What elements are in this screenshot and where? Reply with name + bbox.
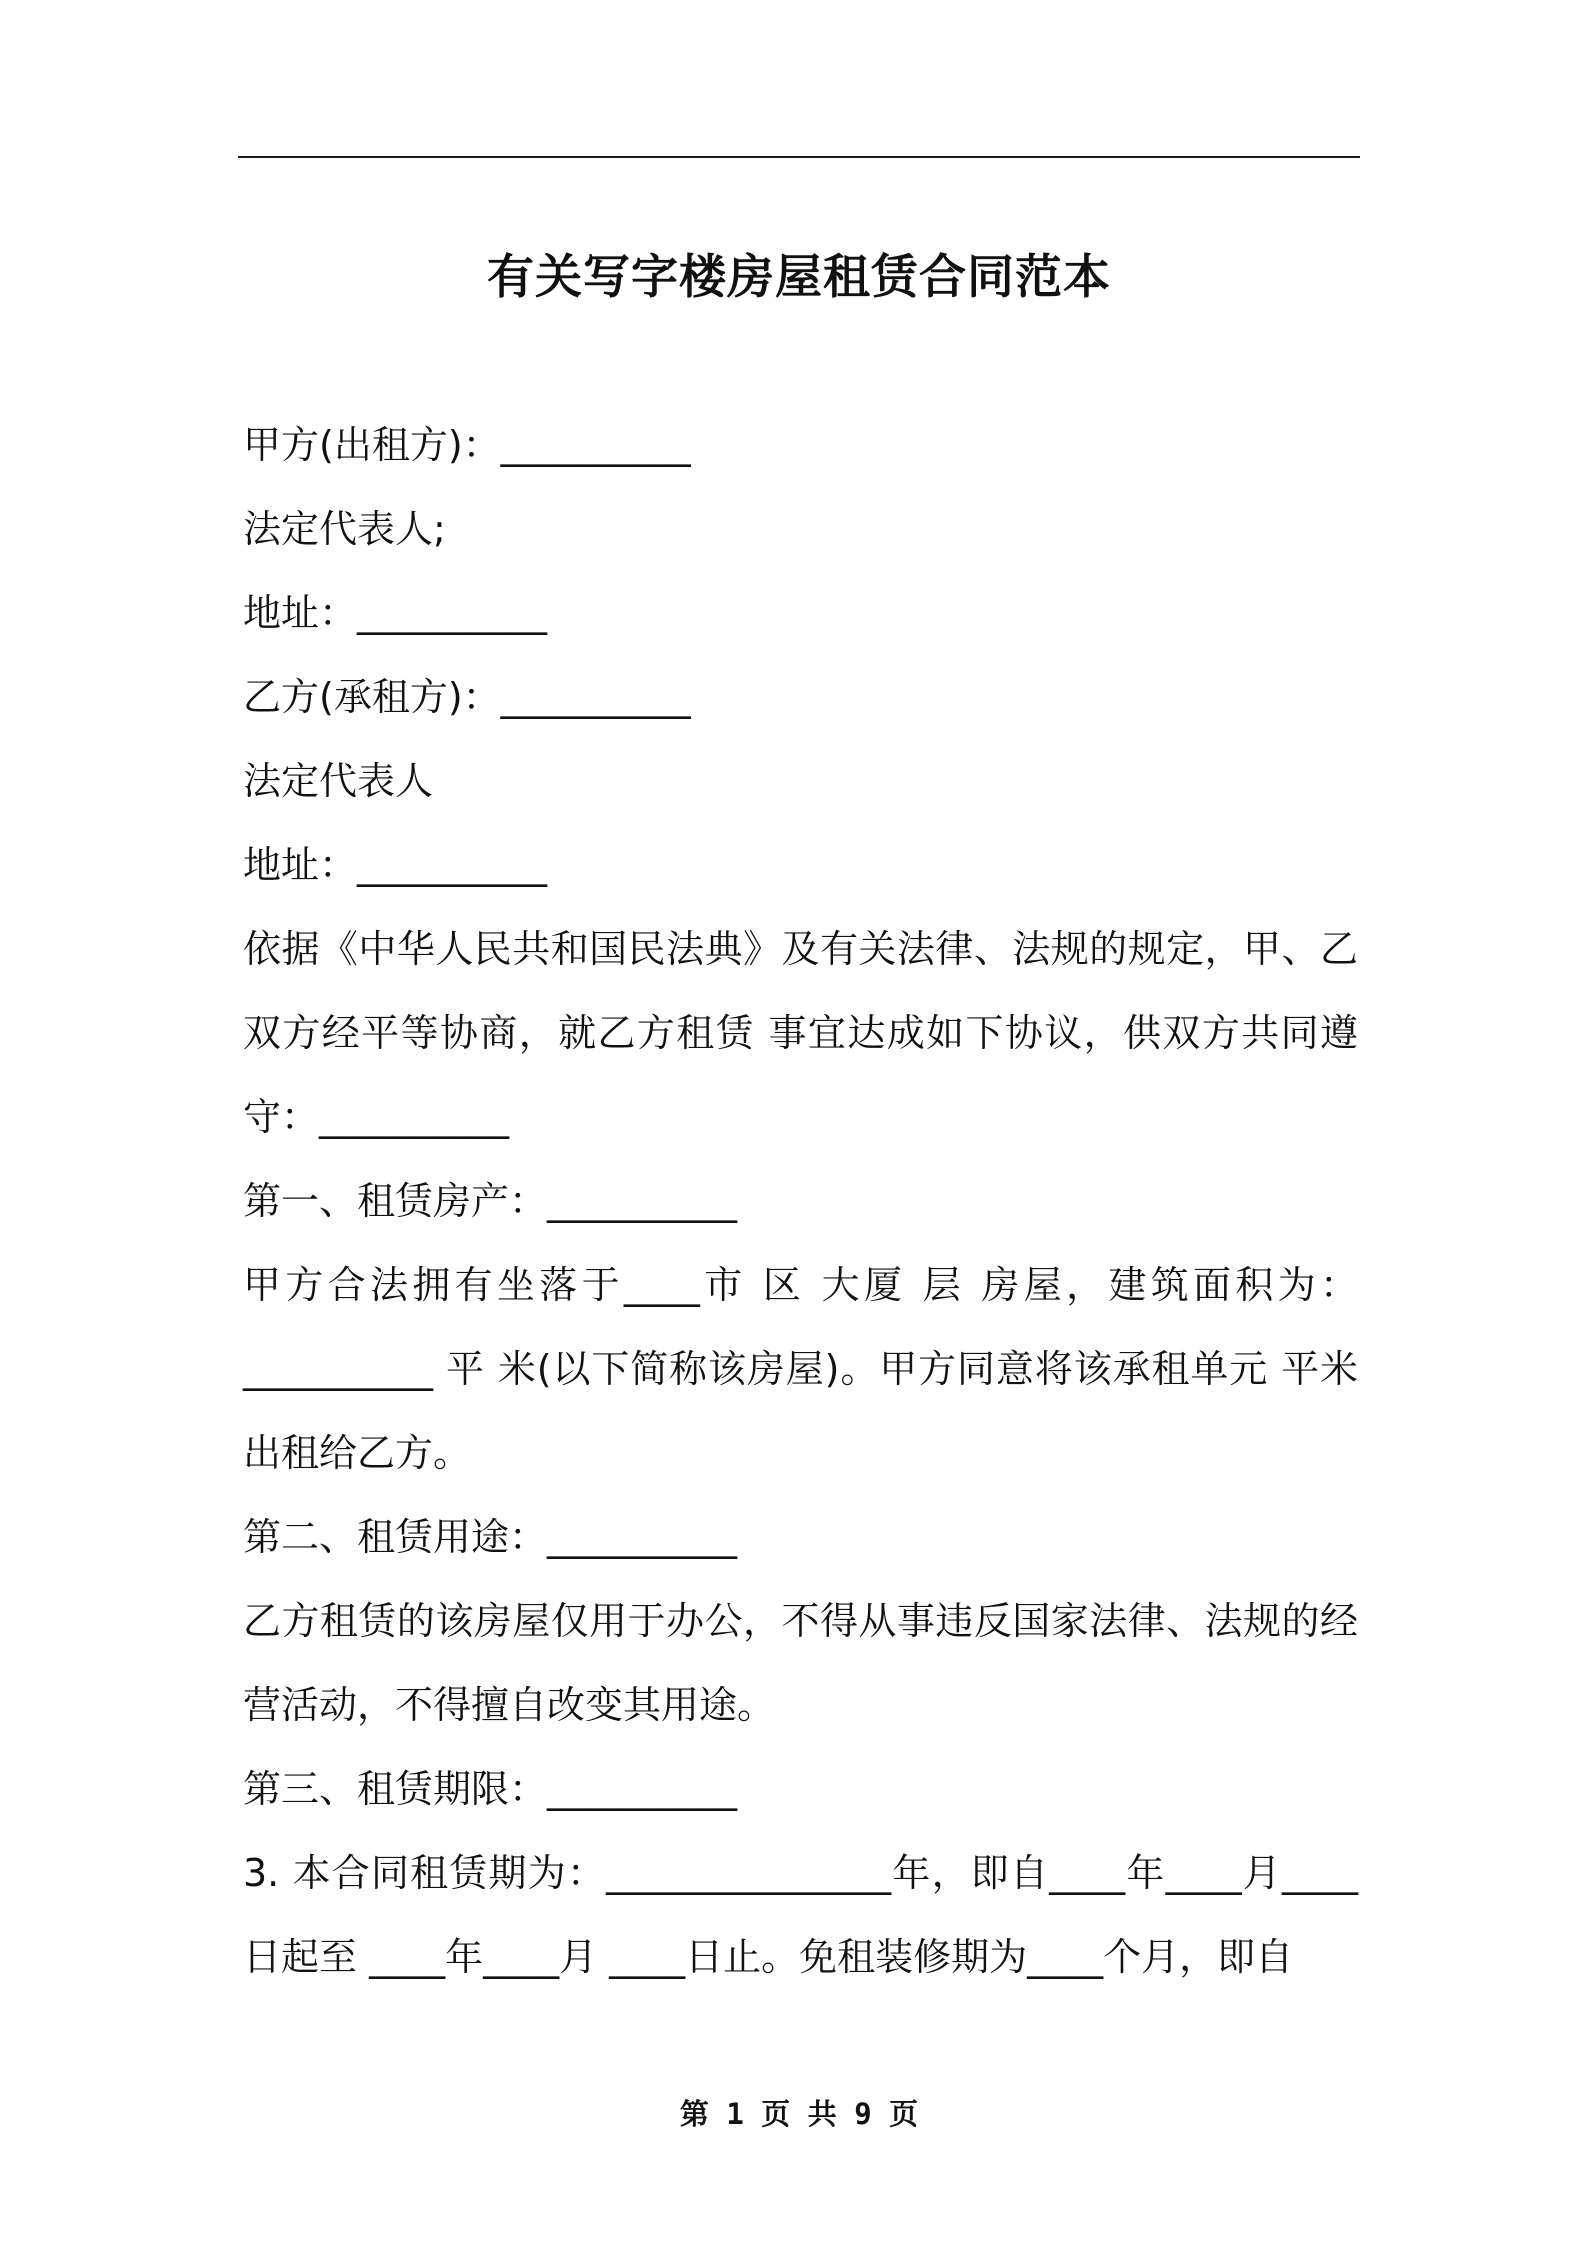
- section-heading-lease-purpose: 第二、租赁用途：__________: [243, 1515, 738, 1559]
- lease-purpose-paragraph: 乙方租赁的该房屋仅用于办公，不得从事违反国家法律、法规的经营活动，不得擅自改变其用途。: [243, 1599, 1358, 1727]
- lessee-party: 乙方(承租方)：__________: [243, 675, 691, 719]
- contract-body: [243, 403, 1358, 1999]
- section-heading-leased-property: 第一、租赁房产：__________: [243, 1179, 738, 1223]
- lessee-address: 地址：__________: [243, 843, 548, 887]
- header-rule: [238, 156, 1360, 158]
- lease-term-paragraph: 3. 本合同租赁期为：_______________年，即自____年____月____日起至 ____年____月 ____日止。免租装修期为____个月，即自: [243, 1851, 1358, 1979]
- document-title: 有关写字楼房屋租赁合同范本: [487, 250, 1111, 306]
- lessee-legal-representative: 法定代表人: [243, 759, 434, 803]
- section-heading-lease-term: 第三、租赁期限：__________: [243, 1767, 738, 1811]
- lessor-party: 甲方(出租方)：__________: [243, 423, 691, 467]
- preamble-paragraph: 依据《中华人民共和国民法典》及有关法律、法规的规定，甲、乙双方经平等协商，就乙方租赁 事宜达成如下协议，供双方共同遵守：__________: [243, 927, 1358, 1139]
- leased-property-paragraph: 甲方合法拥有坐落于____市 区 大厦 层 房屋，建筑面积为：__________ 平 米(以下简称该房屋)。甲方同意将该承租单元 平米出租给乙方。: [243, 1263, 1358, 1475]
- lessor-address: 地址：__________: [243, 591, 548, 635]
- page-number-footer: 第 1 页 共 9 页: [679, 2097, 919, 2131]
- lessor-legal-representative: 法定代表人;: [243, 507, 446, 551]
